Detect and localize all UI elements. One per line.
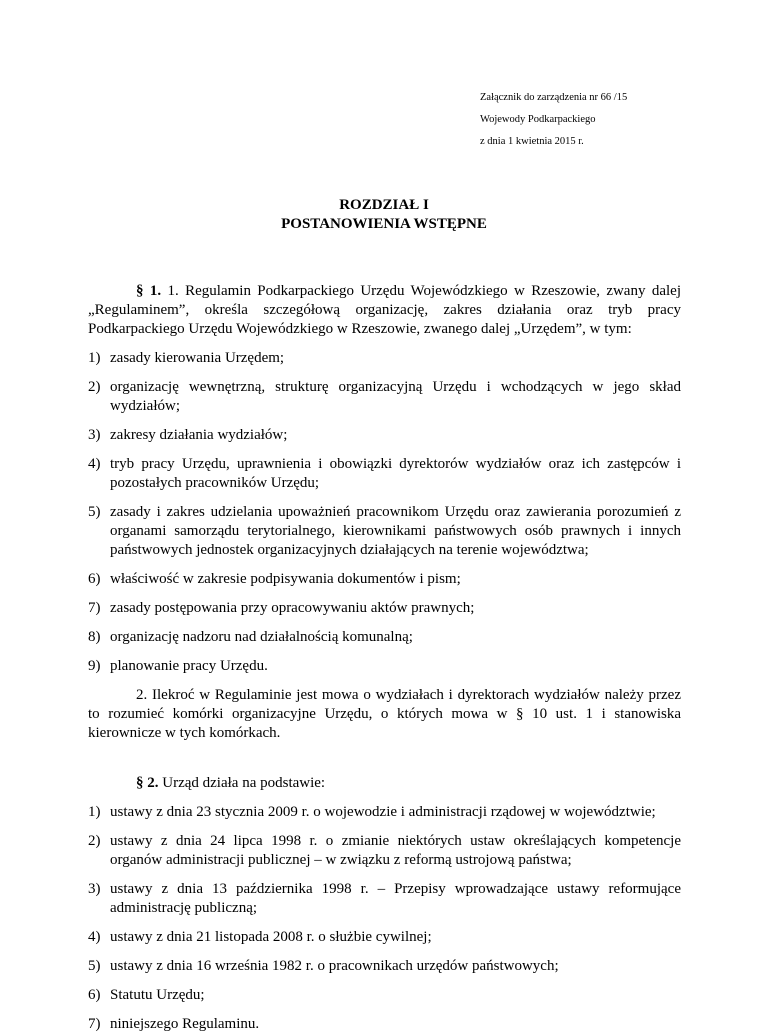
list-item-number: 4): [88, 929, 101, 945]
list-item-number: 6): [88, 987, 101, 1003]
list-item-text: zakresy działania wydziałów;: [110, 427, 288, 443]
list-item-text: ustawy z dnia 13 października 1998 r. – Przepisy wprowadzające ustawy reformujące administrację publiczną;: [110, 881, 681, 916]
list-item: [88, 599, 681, 618]
section-1-intro: [88, 282, 681, 339]
section-2-list: [88, 803, 681, 1034]
list-item-number: 3): [88, 881, 101, 897]
list-item-number: 3): [88, 427, 101, 443]
section-2-intro: [88, 774, 681, 793]
list-item-text: zasady postępowania przy opracowywaniu aktów prawnych;: [110, 600, 475, 616]
list-item-text: planowanie pracy Urzędu.: [110, 658, 268, 674]
list-item-text: ustawy z dnia 21 listopada 2008 r. o służbie cywilnej;: [110, 929, 432, 945]
list-item-number: 5): [88, 504, 101, 520]
section-1-intro-text: 1. Regulamin Podkarpackiego Urzędu Wojewódzkiego w Rzeszowie, zwany dalej „Regulaminem”, określa szczegółową organizację, zakres działania oraz tryb pracy Podkarpackiego Urzędu Wojewódzkiego w Rzeszowie, zwanego dalej „Urzędem”, w tym:: [88, 283, 681, 337]
list-item-number: 1): [88, 804, 101, 820]
list-item-text: niniejszego Regulaminu.: [110, 1016, 260, 1032]
list-item: [88, 455, 681, 493]
list-item-number: 7): [88, 1016, 101, 1032]
list-item: [88, 628, 681, 647]
list-item-text: zasady kierowania Urzędem;: [110, 350, 285, 366]
list-item: [88, 570, 681, 589]
chapter-heading: [0, 196, 768, 234]
list-item: [88, 928, 681, 947]
list-item-text: zasady i zakres udzielania upoważnień pracownikom Urzędu oraz zawierania porozumień z organami samorządu terytorialnego, kierownikami państwowych osób prawnych i innych państwowych jednostek organizacyjnych działających na terenie województwa;: [110, 504, 681, 558]
list-item-text: ustawy z dnia 24 lipca 1998 r. o zmianie niektórych ustaw określających kompetencje organów administracji publicznej – w związku z reformą ustrojową państwa;: [110, 833, 681, 868]
section-2-intro-text: Urząd działa na podstawie:: [158, 775, 326, 791]
section-2-mark: § 2.: [136, 775, 159, 791]
list-item: [88, 803, 681, 822]
list-item: [88, 880, 681, 918]
list-item-text: właściwość w zakresie podpisywania dokumentów i pism;: [110, 571, 461, 587]
attachment-line-2: Wojewody Podkarpackiego: [480, 114, 596, 125]
document-body: [88, 282, 681, 1034]
list-item: [88, 657, 681, 676]
list-item: [88, 986, 681, 1005]
list-item: [88, 426, 681, 445]
list-item-text: tryb pracy Urzędu, uprawnienia i obowiązki dyrektorów wydziałów oraz ich zastępców i pozostałych pracowników Urzędu;: [110, 456, 681, 491]
attachment-note: [480, 87, 627, 153]
list-item-number: 2): [88, 379, 101, 395]
list-item-number: 6): [88, 571, 101, 587]
list-item-text: ustawy z dnia 23 stycznia 2009 r. o wojewodzie i administracji rządowej w województwie;: [110, 804, 656, 820]
list-item-number: 5): [88, 958, 101, 974]
section-1-point-2: 2. Ilekroć w Regulaminie jest mowa o wydziałach i dyrektorach wydziałów należy przez to rozumieć komórki organizacyjne Urzędu, o których mowa w § 10 ust. 1 i stanowiska kierownicze w tych komórkach.: [88, 687, 681, 741]
list-item-number: 8): [88, 629, 101, 645]
list-item-text: organizację wewnętrzną, strukturę organizacyjną Urzędu i wchodzących w jego skład wydziałów;: [110, 379, 681, 414]
section-1-list: [88, 349, 681, 676]
chapter-title: ROZDZIAŁ I: [339, 197, 429, 213]
list-item-number: 7): [88, 600, 101, 616]
list-item: [88, 378, 681, 416]
list-item: [88, 349, 681, 368]
list-item: [88, 832, 681, 870]
list-item-text: ustawy z dnia 16 września 1982 r. o pracownikach urzędów państwowych;: [110, 958, 559, 974]
list-item-number: 4): [88, 456, 101, 472]
list-item: [88, 503, 681, 560]
list-item-number: 1): [88, 350, 101, 366]
list-item-number: 2): [88, 833, 101, 849]
attachment-line-3: z dnia 1 kwietnia 2015 r.: [480, 136, 584, 147]
list-item: [88, 1015, 681, 1034]
list-item-text: Statutu Urzędu;: [110, 987, 205, 1003]
chapter-subtitle: POSTANOWIENIA WSTĘPNE: [281, 216, 487, 232]
list-item-number: 9): [88, 658, 101, 674]
section-1-mark: § 1.: [136, 283, 162, 299]
attachment-line-1: Załącznik do zarządzenia nr 66 /15: [480, 92, 628, 103]
list-item-text: organizację nadzoru nad działalnością komunalną;: [110, 629, 413, 645]
list-item: [88, 957, 681, 976]
